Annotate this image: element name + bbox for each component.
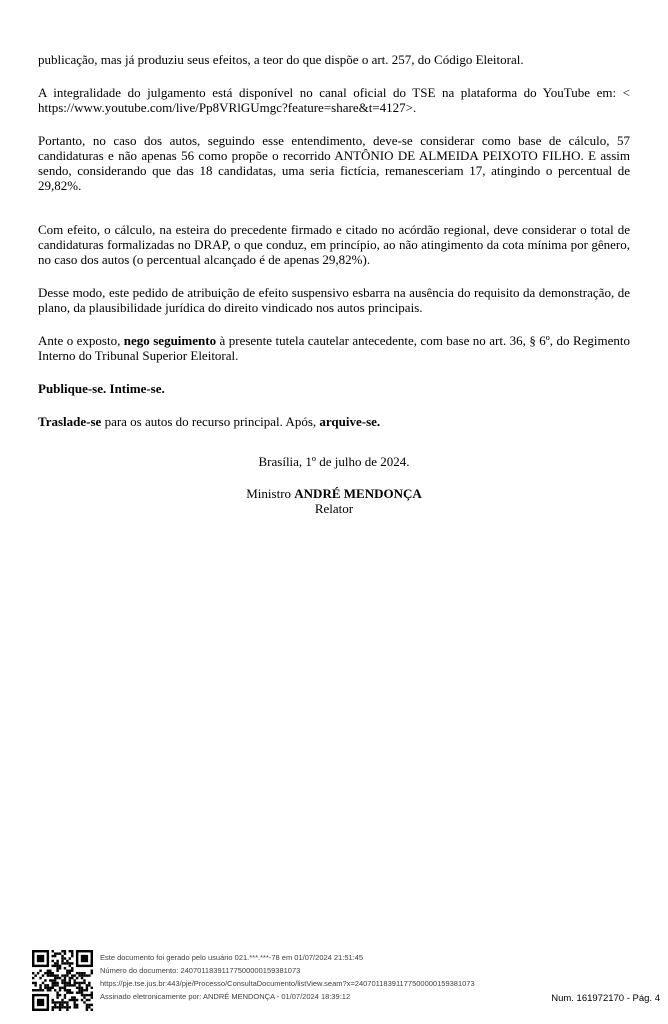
signature-prefix: Ministro [246, 486, 295, 501]
paragraph [38, 133, 630, 193]
paragraph-text: Portanto, no caso dos autos, seguindo esse entendimento, deve-se considerar como base de cálculo, 57 candidaturas e não apenas 56 como propõe o recorrido ANTÔNIO DE ALMEIDA PEIXOTO FILHO. E assim sendo, considerando que das 18 candidatas, uma seria fictícia, remanesceriam 17, atingindo o percentual de 29,82%. [38, 133, 630, 193]
footer-metadata [100, 951, 475, 1003]
paragraph-text: publicação, mas já produziu seus efeitos, a teor do que dispõe o art. 257, do Código Eleitoral. [38, 52, 524, 67]
paragraph-text: Ante o exposto, [38, 333, 124, 348]
order-text: Publique-se. Intime-se. [38, 381, 165, 396]
ruling-emphasis: nego seguimento [123, 333, 217, 348]
paragraph [38, 285, 630, 315]
paragraph [38, 52, 630, 67]
signature-role: Relator [314, 501, 354, 516]
footer-generated-line: Este documento foi gerado pelo usuário 021.***.***-78 em 01/07/2024 21:51:45 [100, 953, 364, 962]
paragraph-order [38, 414, 630, 429]
qr-code-icon [32, 950, 93, 1011]
document-body [38, 52, 630, 516]
paragraph-text: Com efeito, o cálculo, na esteira do precedente firmado e citado no acórdão regional, deve considerar o total de candidaturas formalizadas no DRAP, o que conduz, em princípio, ao não atingimento da cota mínima por gênero, no caso dos autos (o percentual alcançado é de apenas 29,82%). [38, 222, 630, 267]
paragraph-text: para os autos do recurso principal. Após, [101, 414, 320, 429]
paragraph-text: à presente tutela cautelar antecedente, com base no art. 36, § 6º, do Regimento Interno do Tribunal Superior Eleitoral. [38, 333, 630, 363]
paragraph-text: A integralidade do julgamento está disponível no canal oficial do TSE na plataforma do YouTube em: < https://www.youtube.com/live/Pp8VRlGUmgc?feature=share&t=4127>. [38, 85, 630, 115]
paragraph [38, 222, 630, 267]
signature-name: ANDRÉ MENDONÇA [294, 486, 422, 501]
paragraph-text: Desse modo, este pedido de atribuição de efeito suspensivo esbarra na ausência do requisito da demonstração, de plano, da plausibilidade jurídica do direito vindicado nos autos principais. [38, 285, 630, 315]
footer-document-number-line: Número do documento: 24070118391177500000159381073 [100, 966, 301, 975]
order-emphasis: Traslade-se [38, 414, 102, 429]
paragraph [38, 85, 630, 115]
paragraph-ruling [38, 333, 630, 363]
order-emphasis: arquive-se. [319, 414, 381, 429]
signature-line [38, 486, 630, 501]
paragraph-order [38, 381, 630, 396]
footer-url-line: https://pje.tse.jus.br:443/pje/Processo/ConsultaDocumento/listView.seam?x=24070118391177500000159381073 [100, 979, 475, 988]
footer-signature-line: Assinado eletronicamente por: ANDRÉ MENDONÇA - 01/07/2024 18:39:12 [100, 992, 351, 1001]
date-line: Brasília, 1º de julho de 2024. [258, 454, 410, 469]
page-number-label: Num. 161972170 - Pág. 4 [551, 993, 660, 1004]
